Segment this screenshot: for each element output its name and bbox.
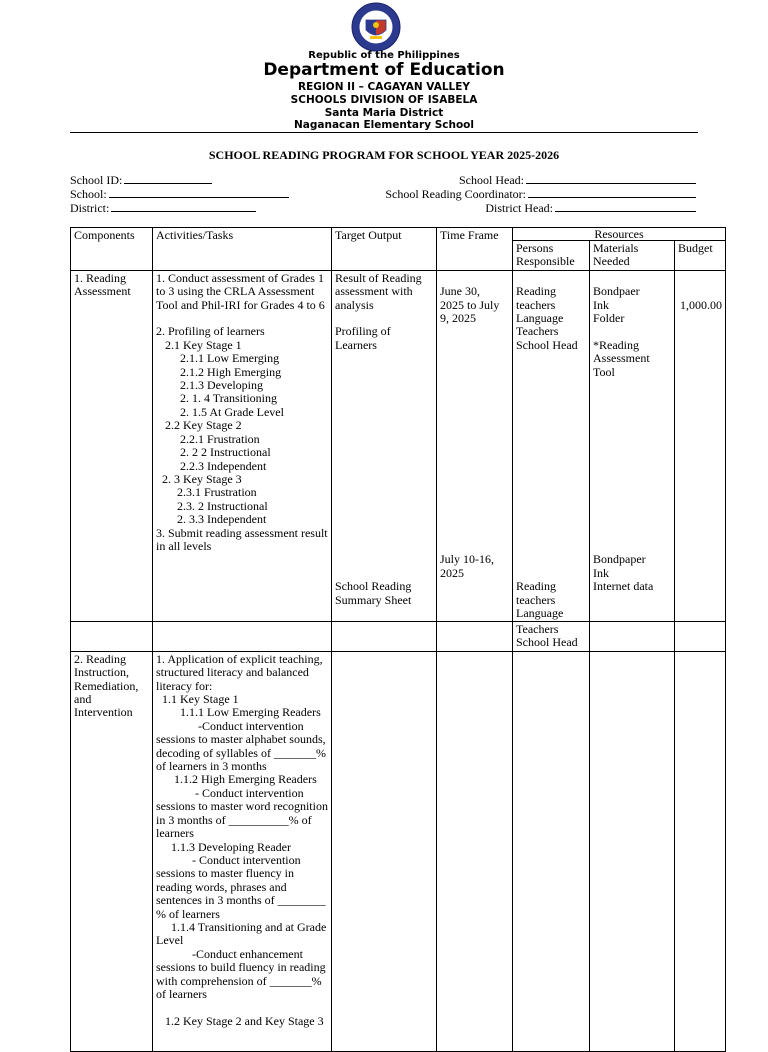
program-table-page1: [70, 227, 726, 622]
header-persons: Persons Responsible: [513, 241, 590, 271]
row2-target: [332, 651, 437, 1051]
district-field-label: District:: [70, 201, 110, 215]
row2-materials: [590, 651, 675, 1051]
row1-component: 1. Reading Assessment: [71, 270, 153, 622]
cont-materials-cell: [590, 622, 675, 652]
row1-target: Result of Reading assessment with analysis Profiling of Learners School Reading Summary Sheet: [332, 270, 437, 622]
header-components: Components: [71, 228, 153, 271]
header-resources: Resources: [513, 228, 726, 241]
header-materials: Materials Needed: [590, 241, 675, 271]
row2-time: [437, 651, 513, 1051]
district-label: Santa Maria District: [324, 107, 444, 119]
row1-persons: Reading teachers Language Teachers School Head Reading teachers Language: [513, 270, 590, 622]
school-field[interactable]: [70, 187, 289, 201]
cont-component-cell: [71, 622, 153, 652]
coordinator-field[interactable]: [385, 187, 696, 201]
header-target: Target Output: [332, 228, 437, 271]
program-table-page2: [70, 621, 726, 1052]
row2-activities: 1. Application of explicit teaching, structured literacy and balanced literacy for: 1.1 Key Stage 1 1.1.1 Low Emerging Readers -Conduct intervention sessions to master alphabet sounds, decoding of syllables of _______% of learners in 3 months 1.1.2 High Emerging Readers - Conduct intervention sessions to master word recognition in 3 months of __________% of learners 1.1.3 Developing Reader - Conduct intervention sessions to master fluency in reading words, phrases and sentences in 3 months of ________ % of learners 1.1.4 Transitioning and at Grade Level -Conduct enhancement sessions to build fluency in reading with comprehension of _______% of learners 1.2 Key Stage 2 and Key Stage 3: [153, 651, 332, 1051]
header-budget: Budget: [675, 241, 726, 271]
division-label: SCHOOLS DIVISION OF ISABELA: [290, 94, 478, 106]
district-field[interactable]: [70, 201, 256, 215]
header-activities: Activities/Tasks: [153, 228, 332, 271]
cont-budget-cell: [675, 622, 726, 652]
document-title: SCHOOL READING PROGRAM FOR SCHOOL YEAR 2025-2026: [208, 148, 560, 162]
school-label: Naganacan Elementary School: [294, 119, 474, 131]
cont-time-cell: [437, 622, 513, 652]
row2-persons: [513, 651, 590, 1051]
cont-target-cell: [332, 622, 437, 652]
district-head-field[interactable]: [485, 201, 696, 215]
row1-materials: Bondpaer Ink Folder *Reading Assessment Tool Bondpaper Ink Internet data: [590, 270, 675, 622]
school-head-label: School Head:: [459, 173, 524, 187]
header-divider: [70, 132, 698, 133]
deped-seal-icon: [351, 2, 401, 52]
row1-time: June 30, 2025 to July 9, 2025 July 10-16, 2025: [437, 270, 513, 622]
republic-label: Republic of the Philippines: [308, 50, 460, 61]
coordinator-label: School Reading Coordinator:: [385, 187, 526, 201]
department-title: Department of Education: [263, 60, 505, 80]
region-label: REGION II – CAGAYAN VALLEY: [298, 81, 470, 93]
row2-budget: [675, 651, 726, 1051]
school-id-field[interactable]: [70, 173, 212, 187]
school-field-label: School:: [70, 187, 107, 201]
row1-cont-persons: Teachers School Head: [513, 622, 590, 652]
school-head-field[interactable]: [459, 173, 696, 187]
row1-budget: 1,000.00: [675, 270, 726, 622]
row2-component: 2. Reading Instruction, Remediation, and Intervention: [71, 651, 153, 1051]
row1-activities: 1. Conduct assessment of Grades 1 to 3 using the CRLA Assessment Tool and Phil-IRI for Grades 4 to 6 2. Profiling of learners 2.1 Key Stage 1 2.1.1 Low Emerging 2.1.2 High Emerging 2.1.3 Developing 2. 1. 4 Transitioning 2. 1.5 At Grade Level 2.2 Key Stage 2 2.2.1 Frustration 2. 2 2 Instructional 2.2.3 Independent 2. 3 Key Stage 3 2.3.1 Frustration 2.3. 2 Instructional 2. 3.3 Independent 3. Submit reading assessment result in all levels: [153, 270, 332, 622]
cont-activities-cell: [153, 622, 332, 652]
header-time: Time Frame: [437, 228, 513, 271]
district-head-label: District Head:: [485, 201, 553, 215]
school-id-label: School ID:: [70, 173, 123, 187]
